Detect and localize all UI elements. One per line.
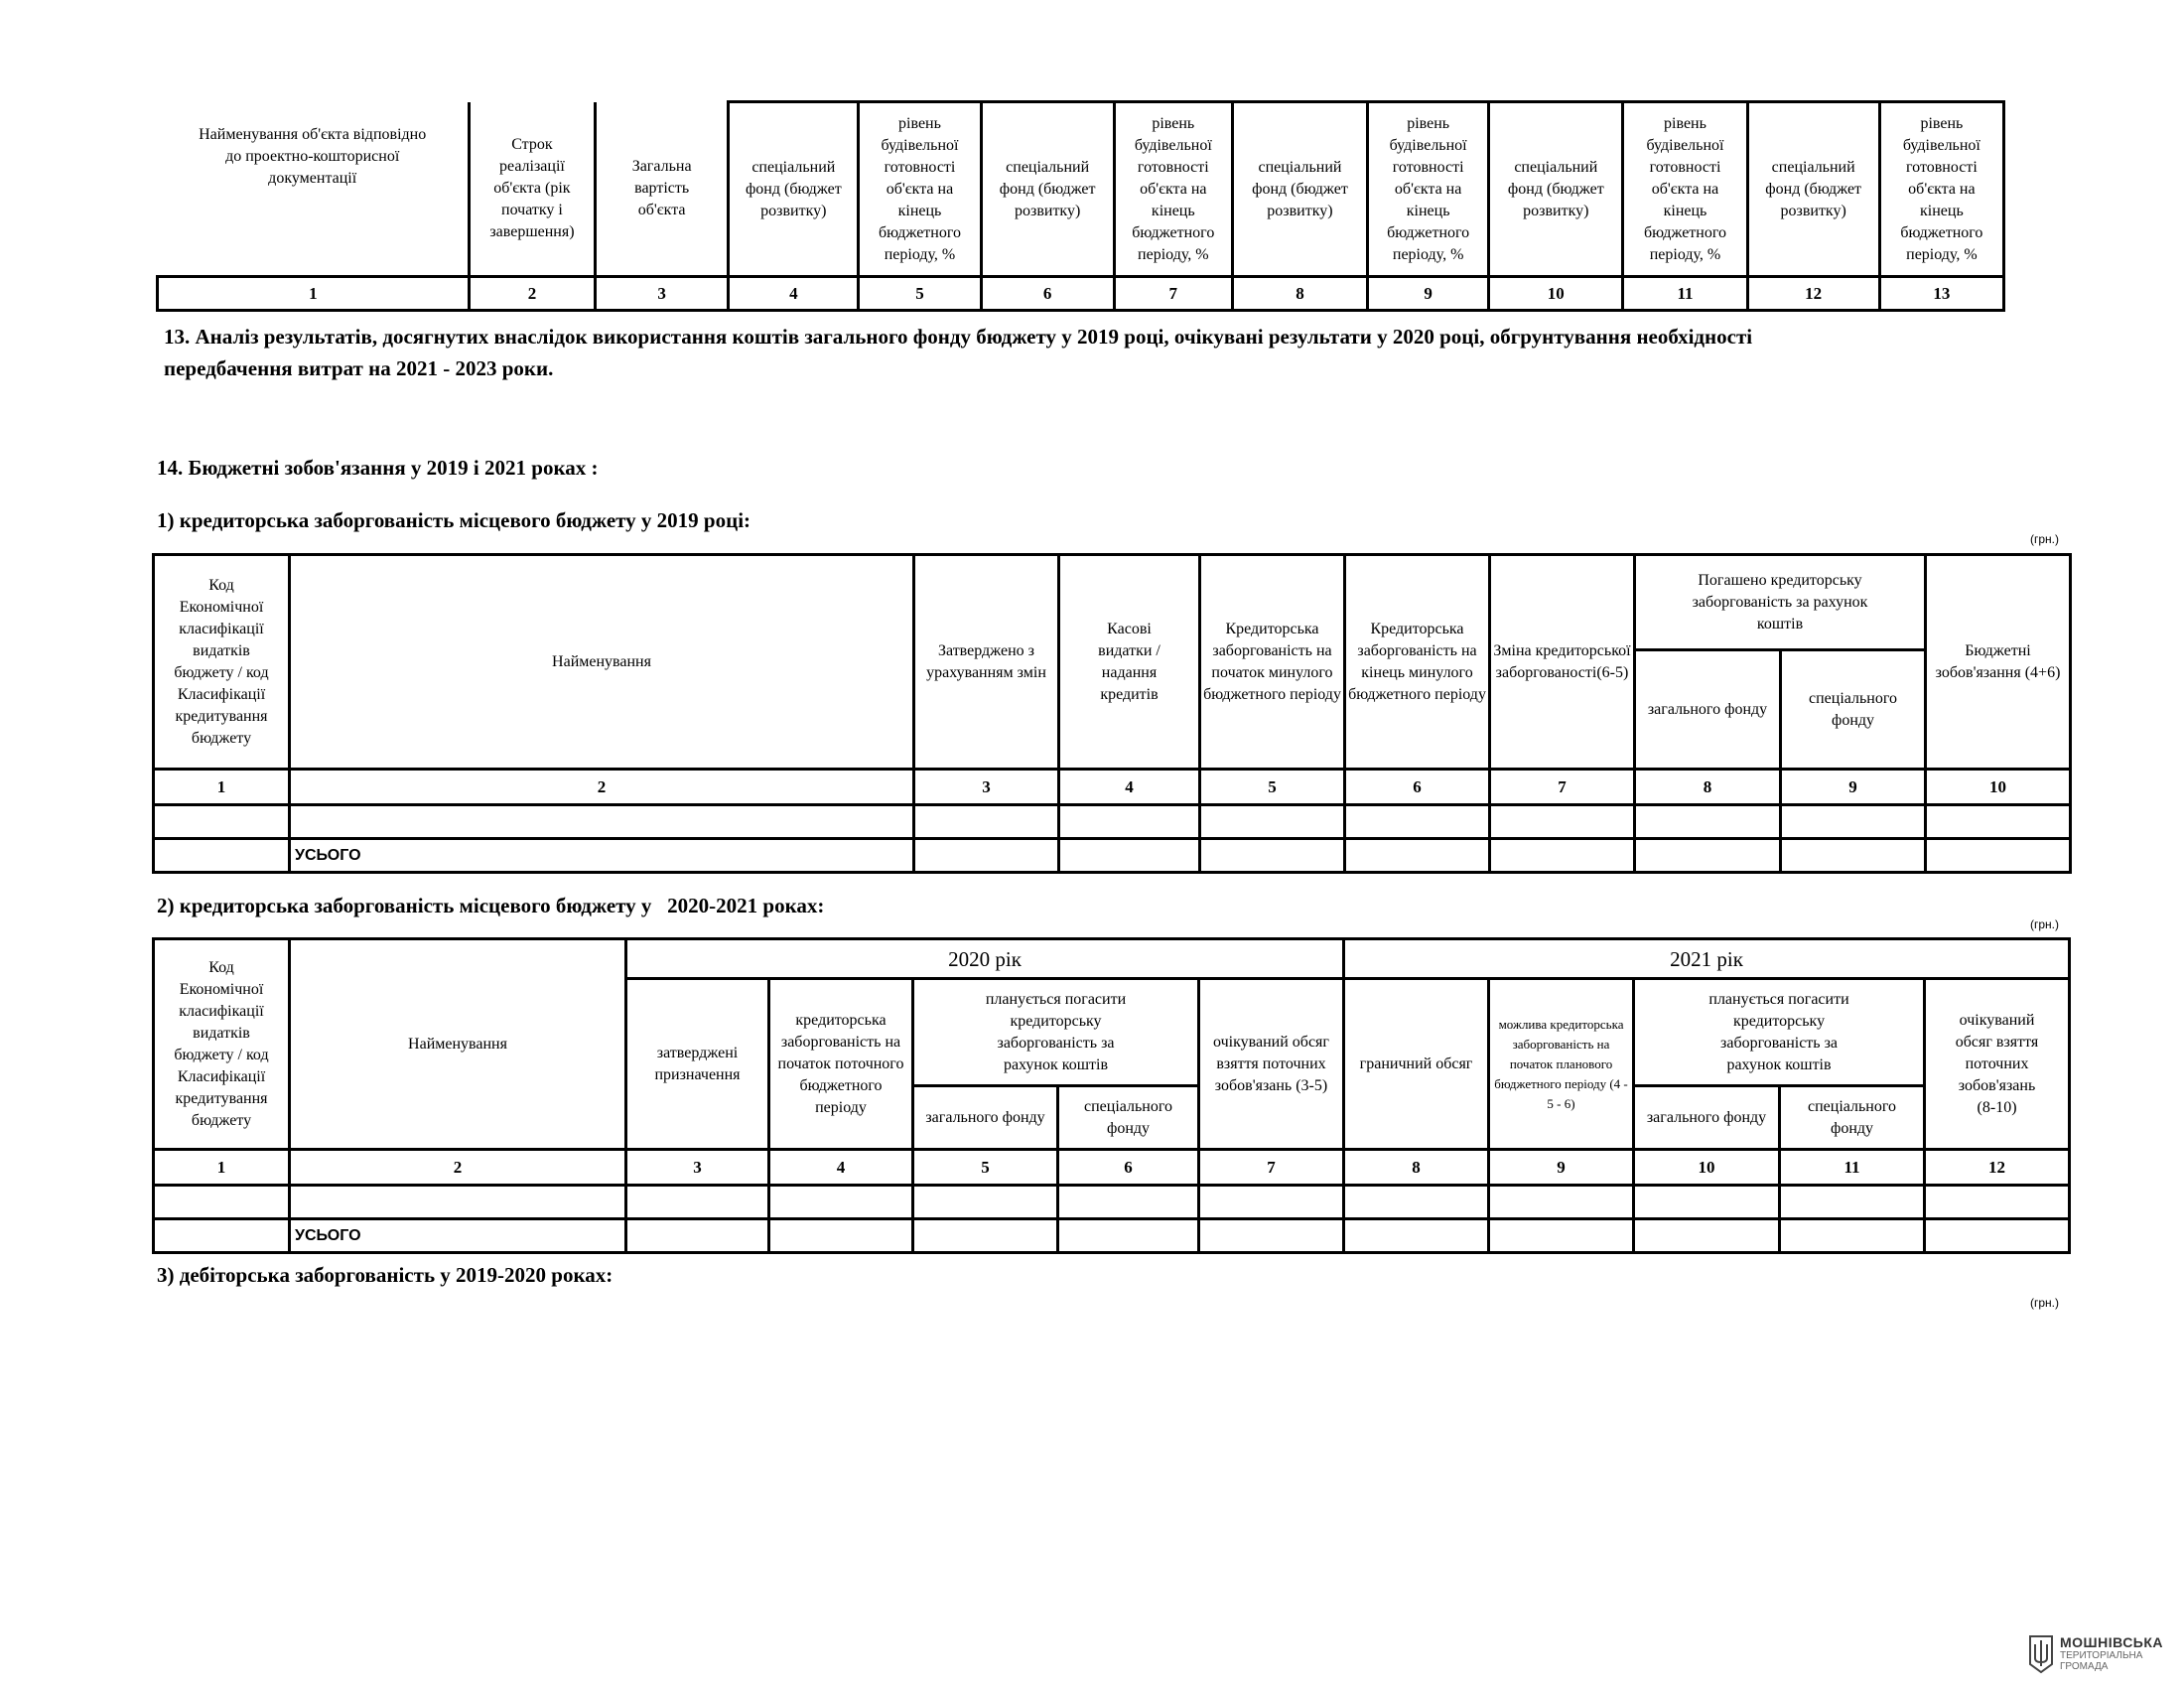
table-cell bbox=[1926, 839, 2071, 873]
payables-header-debt-end: Кредиторська заборгованість на кінець минулого бюджетного періоду bbox=[1345, 555, 1490, 770]
table-cell bbox=[154, 1186, 290, 1219]
logo-line3: ГРОМАДА bbox=[2060, 1661, 2109, 1672]
objects-header-fund: спеціальний фонд (бюджет розвитку) bbox=[1747, 102, 1879, 277]
sub2-title: 2) кредиторська заборгованість місцевого бюджету у 2020-2021 роках: bbox=[157, 894, 825, 917]
table-cell bbox=[290, 1186, 626, 1219]
column-number: 1 bbox=[158, 277, 470, 311]
column-number: 2 bbox=[290, 770, 914, 805]
column-number: 10 bbox=[1489, 277, 1623, 311]
objects-header-cost: Загальна вартість об'єкта bbox=[596, 102, 729, 277]
table-cell bbox=[1344, 1219, 1489, 1253]
objects-header-readiness: рівень будівельної готовності об'єкта на кінець бюджетного періоду, % bbox=[1368, 102, 1489, 277]
logo-line1: МОШНІВСЬКА bbox=[2060, 1634, 2164, 1650]
table-cell bbox=[1634, 1219, 1780, 1253]
table-cell bbox=[1489, 1219, 1634, 1253]
payables-header-debt-start: Кредиторська заборгованість на початок минулого бюджетного періоду bbox=[1200, 555, 1345, 770]
objects-header-fund: спеціальний фонд (бюджет розвитку) bbox=[729, 102, 859, 277]
payables-header-code: Код Економічної класифікації видатків бюджету / код Класифікації кредитування бюджету bbox=[154, 555, 290, 770]
payables2-header-expected: очікуваний обсяг взяття поточних зобов'язань (3-5) bbox=[1199, 979, 1344, 1150]
objects-header-fund: спеціальний фонд (бюджет розвитку) bbox=[981, 102, 1114, 277]
table-cell bbox=[1780, 1219, 1925, 1253]
trident-icon bbox=[2028, 1634, 2054, 1674]
payables-2019-table bbox=[152, 553, 2072, 874]
payables2-header-approved: затверджені призначення bbox=[626, 979, 769, 1150]
payables2-header-limit: граничний обсяг bbox=[1344, 979, 1489, 1150]
payables-header-repaid: Погашено кредиторську заборгованість за рахунок коштів bbox=[1635, 555, 1926, 650]
payables2-header-code: Код Економічної класифікації видатків бюджету / код Класифікації кредитування бюджету bbox=[154, 939, 290, 1150]
payables-header-special: спеціального фонду bbox=[1781, 650, 1926, 770]
column-number: 5 bbox=[913, 1150, 1058, 1186]
column-number: 4 bbox=[769, 1150, 913, 1186]
objects-header-fund: спеціальний фонд (бюджет розвитку) bbox=[1489, 102, 1623, 277]
table-cell bbox=[1926, 805, 2071, 839]
column-number: 10 bbox=[1634, 1150, 1780, 1186]
table-cell bbox=[1634, 1186, 1780, 1219]
section-14-title: 14. Бюджетні зобов'язання у 2019 і 2021 роках : bbox=[157, 456, 599, 480]
table-row bbox=[154, 805, 2071, 839]
sub1-title: 1) кредиторська заборгованість місцевого бюджету у 2019 році: bbox=[157, 508, 751, 532]
table-cell bbox=[290, 805, 914, 839]
payables-header-cash: Касові видатки / надання кредитів bbox=[1059, 555, 1200, 770]
column-number: 11 bbox=[1780, 1150, 1925, 1186]
table-cell bbox=[1781, 805, 1926, 839]
column-number: 3 bbox=[596, 277, 729, 311]
objects-header-readiness: рівень будівельної готовності об'єкта на кінець бюджетного періоду, % bbox=[859, 102, 981, 277]
column-number: 12 bbox=[1925, 1150, 2070, 1186]
payables2-header-name: Найменування bbox=[290, 939, 626, 1150]
total-label: УСЬОГО bbox=[290, 839, 914, 873]
column-number: 4 bbox=[1059, 770, 1200, 805]
table-cell bbox=[154, 1219, 290, 1253]
payables2-header-special: спеціального фонду bbox=[1058, 1086, 1199, 1150]
sub1-unit: (грн.) bbox=[2030, 532, 2060, 546]
table-cell bbox=[1781, 839, 1926, 873]
logo-line2: ТЕРИТОРІАЛЬНА bbox=[2060, 1650, 2143, 1661]
community-logo bbox=[2028, 1634, 2177, 1676]
payables2-header-expected2: очікуваний обсяг взяття поточних зобов'язань (8-10) bbox=[1925, 979, 2070, 1150]
table-cell bbox=[1058, 1219, 1199, 1253]
table-cell bbox=[1345, 805, 1490, 839]
table-cell bbox=[626, 1219, 769, 1253]
table-cell bbox=[1200, 839, 1345, 873]
sub3-title: 3) дебіторська заборгованість у 2019-2020 роках: bbox=[157, 1263, 614, 1287]
payables2-header-special: спеціального фонду bbox=[1780, 1086, 1925, 1150]
objects-header-readiness: рівень будівельної готовності об'єкта на кінець бюджетного періоду, % bbox=[1879, 102, 2003, 277]
table-cell bbox=[1200, 805, 1345, 839]
year-2020-header: 2020 рік bbox=[626, 939, 1344, 979]
table-cell bbox=[1635, 805, 1781, 839]
column-number: 9 bbox=[1489, 1150, 1634, 1186]
objects-header-term: Строк реалізації об'єкта (рік початку і завершення) bbox=[469, 102, 595, 277]
column-number: 3 bbox=[626, 1150, 769, 1186]
column-number: 9 bbox=[1368, 277, 1489, 311]
table-cell bbox=[914, 839, 1059, 873]
payables-header-approved: Затверджено з урахуванням змін bbox=[914, 555, 1059, 770]
payables-header-general: загального фонду bbox=[1635, 650, 1781, 770]
table-cell bbox=[913, 1186, 1058, 1219]
objects-header-name: Найменування об'єкта відповідно до проектно-кошторисної документації bbox=[158, 102, 470, 277]
table-cell bbox=[1490, 839, 1635, 873]
table-cell bbox=[1635, 839, 1781, 873]
column-number: 8 bbox=[1635, 770, 1781, 805]
payables2-header-general: загального фонду bbox=[1634, 1086, 1780, 1150]
column-number: 5 bbox=[1200, 770, 1345, 805]
objects-header-readiness: рівень будівельної готовності об'єкта на кінець бюджетного періоду, % bbox=[1114, 102, 1232, 277]
column-number: 9 bbox=[1781, 770, 1926, 805]
payables2-header-general: загального фонду bbox=[913, 1086, 1058, 1150]
payables2-header-plan-repay: планується погасити кредиторську заборгованість за рахунок коштів bbox=[1634, 979, 1925, 1086]
table-cell bbox=[914, 805, 1059, 839]
table-cell bbox=[769, 1219, 913, 1253]
table-cell bbox=[1199, 1186, 1344, 1219]
table-cell bbox=[1059, 839, 1200, 873]
payables-2020-2021-table bbox=[152, 937, 2071, 1254]
column-number: 8 bbox=[1232, 277, 1367, 311]
column-number: 5 bbox=[859, 277, 981, 311]
column-number: 6 bbox=[1345, 770, 1490, 805]
section-13-line2: передбачення витрат на 2021 - 2023 роки. bbox=[164, 356, 554, 380]
column-number: 2 bbox=[469, 277, 595, 311]
table-row bbox=[154, 1186, 2070, 1219]
column-number: 3 bbox=[914, 770, 1059, 805]
column-number: 10 bbox=[1926, 770, 2071, 805]
column-number: 7 bbox=[1114, 277, 1232, 311]
column-number: 13 bbox=[1879, 277, 2003, 311]
payables2-header-plan-repay: планується погасити кредиторську заборгованість за рахунок коштів bbox=[913, 979, 1199, 1086]
objects-header-fund: спеціальний фонд (бюджет розвитку) bbox=[1232, 102, 1367, 277]
table-cell bbox=[1199, 1219, 1344, 1253]
table-cell bbox=[1925, 1219, 2070, 1253]
table-cell bbox=[1925, 1186, 2070, 1219]
column-number: 1 bbox=[154, 770, 290, 805]
total-row bbox=[154, 839, 2071, 873]
section-13-line1: 13. Аналіз результатів, досягнутих внаслідок використання коштів загального фонду бюджету у 2019 році, очікувані результати у 2020 році, обгрунтування необхідності bbox=[164, 325, 1753, 349]
table-cell bbox=[1780, 1186, 1925, 1219]
payables-header-change: Зміна кредиторської заборгованості(6-5) bbox=[1490, 555, 1635, 770]
table-cell bbox=[1058, 1186, 1199, 1219]
column-number: 11 bbox=[1623, 277, 1747, 311]
year-2021-header: 2021 рік bbox=[1344, 939, 2070, 979]
table-cell bbox=[154, 839, 290, 873]
column-number: 2 bbox=[290, 1150, 626, 1186]
column-number: 7 bbox=[1199, 1150, 1344, 1186]
table-cell bbox=[626, 1186, 769, 1219]
objects-header-readiness: рівень будівельної готовності об'єкта на кінець бюджетного періоду, % bbox=[1623, 102, 1747, 277]
column-number: 6 bbox=[981, 277, 1114, 311]
table-cell bbox=[913, 1219, 1058, 1253]
table-cell bbox=[1345, 839, 1490, 873]
objects-table bbox=[156, 100, 2005, 312]
table-cell bbox=[769, 1186, 913, 1219]
column-number: 6 bbox=[1058, 1150, 1199, 1186]
table-cell bbox=[1490, 805, 1635, 839]
table-cell bbox=[154, 805, 290, 839]
payables2-header-possible: можлива кредиторська заборгованість на початок планового бюджетного періоду (4 - 5 - 6) bbox=[1489, 979, 1634, 1150]
payables-header-obligations: Бюджетні зобов'язання (4+6) bbox=[1926, 555, 2071, 770]
column-number: 7 bbox=[1490, 770, 1635, 805]
sub2-unit: (грн.) bbox=[2030, 917, 2060, 931]
table-cell bbox=[1344, 1186, 1489, 1219]
column-number: 4 bbox=[729, 277, 859, 311]
table-cell bbox=[1059, 805, 1200, 839]
column-number: 12 bbox=[1747, 277, 1879, 311]
payables2-header-debt-start: кредиторська заборгованість на початок поточного бюджетного періоду bbox=[769, 979, 913, 1150]
total-row bbox=[154, 1219, 2070, 1253]
payables-header-name: Найменування bbox=[290, 555, 914, 770]
column-number: 8 bbox=[1344, 1150, 1489, 1186]
sub3-unit: (грн.) bbox=[2030, 1296, 2060, 1310]
total-label: УСЬОГО bbox=[290, 1219, 626, 1253]
column-number: 1 bbox=[154, 1150, 290, 1186]
table-cell bbox=[1489, 1186, 1634, 1219]
